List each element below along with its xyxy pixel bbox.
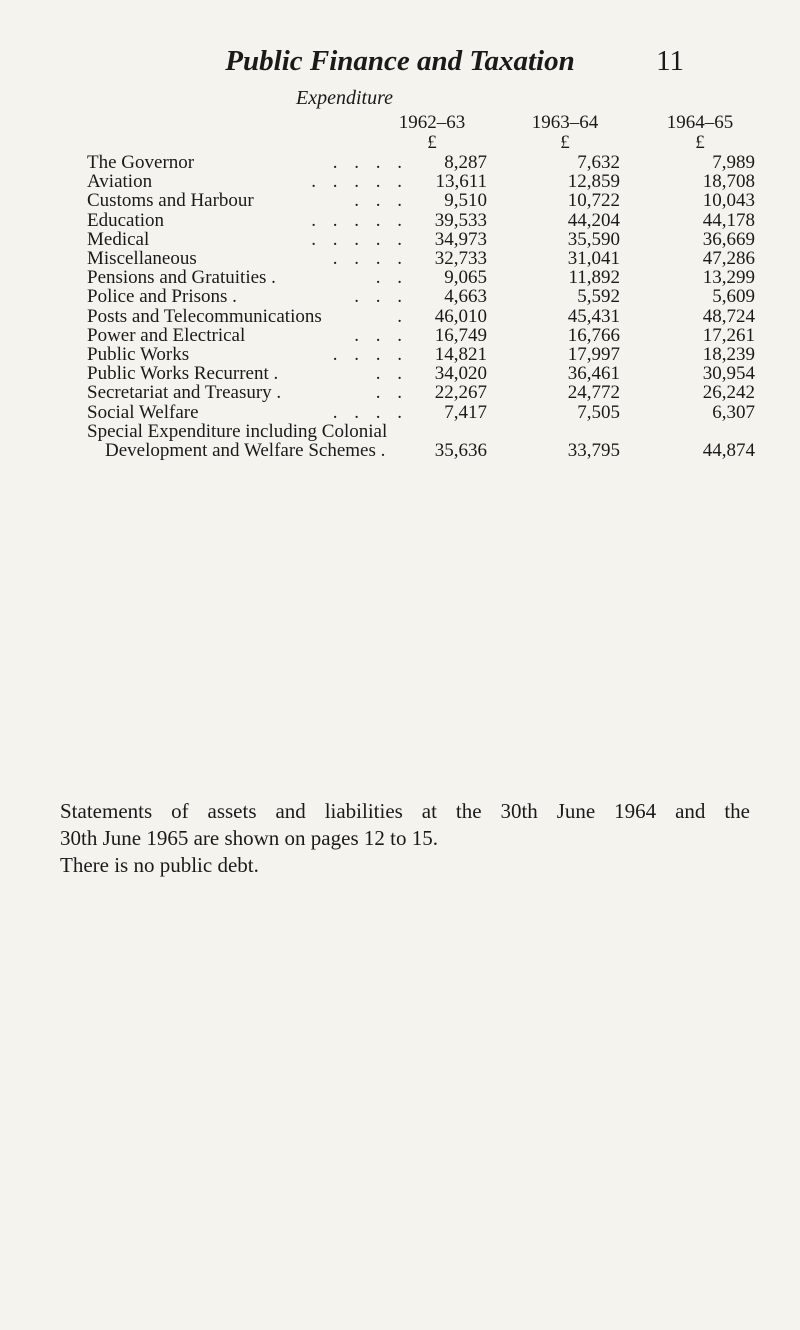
table-cell: 10,043 <box>702 190 755 211</box>
table-cell: 44,204 <box>567 210 620 231</box>
table-cell: 17,997 <box>567 344 620 365</box>
table-cell: 33,795 <box>567 440 620 461</box>
row-leader-dots: . . . . . <box>311 229 402 250</box>
row-leader-dots: . . . . <box>332 248 402 269</box>
row-label-continued: Development and Welfare Schemes . <box>105 440 386 461</box>
table-cell: 9,065 <box>444 267 487 288</box>
row-label: The Governor <box>87 152 195 173</box>
table-cell: 44,874 <box>702 440 755 461</box>
row-label: Special Expenditure including Colonial <box>87 421 388 442</box>
table-cell: 35,590 <box>567 229 620 250</box>
column-header-unit: £ <box>560 132 570 153</box>
table-cell: 14,821 <box>434 344 487 365</box>
row-leader-dots: . . . <box>354 286 402 307</box>
row-label: Education <box>87 210 165 231</box>
table-cell: 13,611 <box>435 171 487 192</box>
table-cell: 6,307 <box>712 402 755 423</box>
row-label: Public Works <box>87 344 190 365</box>
table-cell: 10,722 <box>567 190 620 211</box>
row-label: Posts and Telecommunications <box>87 306 322 327</box>
row-label: Aviation <box>87 171 153 192</box>
table-cell: 16,766 <box>567 325 620 346</box>
row-leader-dots: . . . . <box>332 344 402 365</box>
table-cell: 7,505 <box>577 402 620 423</box>
table-cell: 39,533 <box>434 210 487 231</box>
column-header-year: 1962–63 <box>398 112 466 133</box>
column-header-year: 1964–65 <box>666 112 734 133</box>
table-cell: 17,261 <box>702 325 755 346</box>
table-cell: 5,609 <box>712 286 755 307</box>
table-cell: 18,239 <box>702 344 755 365</box>
table-cell: 5,592 <box>577 286 620 307</box>
row-leader-dots: . . . . <box>332 402 402 423</box>
row-leader-dots: . . . . . <box>311 171 402 192</box>
row-label: Medical <box>87 229 150 250</box>
table-cell: 22,267 <box>434 382 487 403</box>
table-cell: 26,242 <box>702 382 755 403</box>
table-cell: 35,636 <box>434 440 487 461</box>
table-cell: 16,749 <box>434 325 487 346</box>
row-leader-dots: . . <box>375 363 402 384</box>
table-cell: 44,178 <box>702 210 755 231</box>
row-label: Pensions and Gratuities . <box>87 267 276 288</box>
table-cell: 34,973 <box>434 229 487 250</box>
page-header-title: Public Finance and Taxation <box>225 45 575 77</box>
table-cell: 4,663 <box>444 286 487 307</box>
row-leader-dots: . . . <box>354 325 402 346</box>
row-leader-dots: . . . <box>354 190 402 211</box>
paragraph-public-debt: There is no public debt. <box>60 853 259 877</box>
table-cell: 12,859 <box>567 171 620 192</box>
row-label: Public Works Recurrent . <box>87 363 279 384</box>
row-label: Customs and Harbour <box>87 190 254 211</box>
column-header-unit: £ <box>427 132 437 153</box>
column-header-unit: £ <box>695 132 705 153</box>
row-label: Social Welfare <box>87 402 199 423</box>
table-cell: 7,417 <box>444 402 487 423</box>
row-leader-dots: . . <box>375 267 402 288</box>
table-cell: 7,632 <box>577 152 620 173</box>
table-cell: 46,010 <box>434 306 487 327</box>
paragraph-statements-line2: 30th June 1965 are shown on pages 12 to 15. <box>60 826 438 850</box>
row-leader-dots: . <box>397 306 402 327</box>
table-cell: 30,954 <box>702 363 755 384</box>
table-cell: 31,041 <box>567 248 620 269</box>
table-cell: 36,461 <box>567 363 620 384</box>
table-cell: 32,733 <box>434 248 487 269</box>
table-cell: 45,431 <box>567 306 620 327</box>
row-leader-dots: . . <box>375 382 402 403</box>
table-cell: 18,708 <box>702 171 755 192</box>
table-cell: 47,286 <box>702 248 755 269</box>
column-header-year: 1963–64 <box>531 112 599 133</box>
table-cell: 36,669 <box>702 229 755 250</box>
table-cell: 48,724 <box>702 306 755 327</box>
row-label: Police and Prisons . <box>87 286 237 307</box>
table-cell: 7,989 <box>712 152 755 173</box>
table-cell: 11,892 <box>568 267 620 288</box>
table-cell: 8,287 <box>444 152 487 173</box>
table-cell: 13,299 <box>702 267 755 288</box>
row-leader-dots: . . . . <box>332 152 402 173</box>
section-title: Expenditure <box>296 87 394 109</box>
row-label: Power and Electrical <box>87 325 246 346</box>
row-leader-dots: . . . . . <box>311 210 402 231</box>
table-cell: 24,772 <box>567 382 620 403</box>
row-label: Miscellaneous <box>87 248 197 269</box>
paragraph-statements-line1: Statements of assets and liabilities at the 30th June 1964 and the <box>60 799 750 823</box>
table-cell: 34,020 <box>434 363 487 384</box>
row-label: Secretariat and Treasury . <box>87 382 282 403</box>
table-cell: 9,510 <box>444 190 487 211</box>
page-number: 11 <box>656 45 684 77</box>
